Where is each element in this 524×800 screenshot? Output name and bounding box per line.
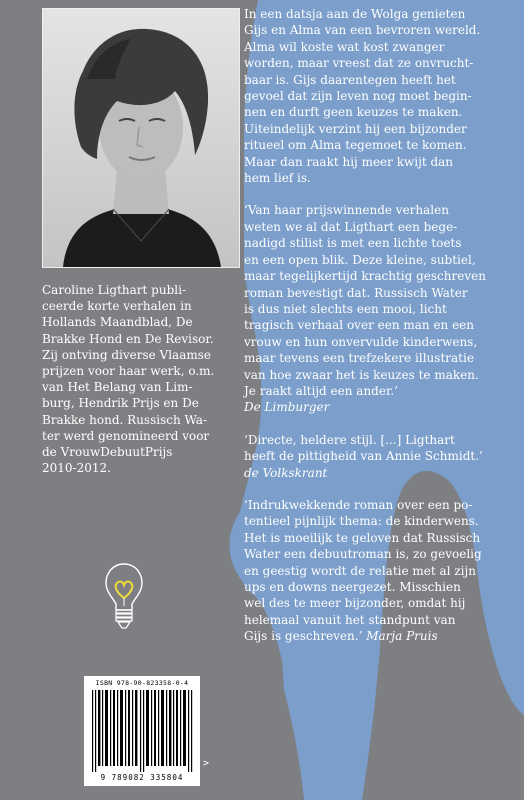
author-portrait-photo <box>42 8 240 268</box>
blurb-line: nen en durft geen keuzes te maken. <box>244 105 463 120</box>
quote-line: tragisch verhaal over een man en een <box>244 318 475 333</box>
quote-line: maar tevens een trefzekere illustratie <box>244 351 474 366</box>
blurb-line: ritueel om Alma tegemoet te komen. <box>244 138 467 153</box>
quote-line: weten we al dat Ligthart een bege- <box>244 219 458 234</box>
quote-line: maar tegelijkertijd krachtig geschreven <box>244 269 486 284</box>
blurb-line: baar is. Gijs daarentegen heeft het <box>244 72 456 87</box>
quote-line: Water een debuutroman is, zo gevoelig <box>244 547 482 562</box>
barcode-bars <box>88 690 196 772</box>
quote-line: helemaal vanuit het standpunt van <box>244 612 456 627</box>
blurb-line: gevoel dat zijn leven nog moet begin- <box>244 89 472 104</box>
blurb-line: Alma wil koste wat kost zwanger <box>244 39 445 54</box>
quote-line: ups en downs neergezet. Misschien <box>244 580 461 594</box>
quote-last-line <box>244 628 506 644</box>
review-quote-pruis <box>244 497 506 645</box>
blurb-line: Maar dan raakt hij meer kwijt dan <box>244 154 454 169</box>
isbn-barcode <box>84 676 200 786</box>
blurb-line: In een datsja aan de Wolga genieten <box>244 7 466 21</box>
blurb-paragraph <box>244 6 506 186</box>
quote-line: heeft de pittigheid van Annie Schmidt.’ <box>244 449 483 464</box>
quote-line: ‘Indrukwekkende roman over een po- <box>244 497 473 512</box>
bio-line: ter werd genomineerd voor <box>42 428 210 443</box>
lightbulb-heart-icon <box>104 562 144 630</box>
quote-line: en een open blik. Deze kleine, subtiel, <box>244 252 476 267</box>
quote-line: nadigd stilist is met een lichte toets <box>244 236 462 251</box>
quote-line: en geestig wordt de relatie met al zijn <box>244 563 476 578</box>
bio-line: van Het Belang van Lim- <box>42 380 193 395</box>
isbn-label: ISBN 978-90-823358-0-4 <box>95 679 189 687</box>
bio-line: Brakke Hond en De Revisor. <box>42 331 214 346</box>
quote-line: tentieel pijnlijk thema: de kinderwens. <box>244 514 479 529</box>
bio-line: Zij ontving diverse Vlaamse <box>42 347 211 362</box>
bio-line: Caroline Ligthart publi- <box>42 283 187 297</box>
review-quote-volkskrant <box>244 432 506 481</box>
bio-line: 2010-2012. <box>42 461 111 476</box>
quote-source: Marja Pruis <box>366 629 438 644</box>
quote-line: wel des te meer bijzonder, omdat hij <box>244 596 466 611</box>
blurb-line: hem lief is. <box>244 171 311 186</box>
quote-line: Je raakt altijd een ander.’ <box>244 383 399 398</box>
bio-line: burg, Hendrik Prijs en De <box>42 396 199 411</box>
quote-line: ‘Van haar prijswinnende verhalen <box>244 203 449 218</box>
bio-line: prijzen voor haar werk, o.m. <box>42 364 215 379</box>
quote-line: Het is moeilijk te geloven dat Russisch <box>244 530 481 545</box>
barcode-end-mark: > <box>203 758 210 769</box>
bio-line: Brakke hond. Russisch Wa- <box>42 412 207 427</box>
review-quote-limburger <box>244 202 506 415</box>
back-cover-text <box>244 6 506 661</box>
quote-line: ‘Directe, heldere stijl. [...] Ligthart <box>244 432 455 447</box>
quote-line: van hoe zwaar het is keuzes te maken. <box>244 367 479 382</box>
blurb-line: worden, maar vreest dat ze onvrucht- <box>244 56 474 71</box>
blurb-line: Uiteindelijk verzint hij een bijzonder <box>244 121 467 136</box>
bio-line: Hollands Maandblad, De <box>42 315 193 330</box>
bio-line: de VrouwDebuutPrijs <box>42 445 173 460</box>
quote-line: roman bevestigt dat. Russisch Water <box>244 285 468 300</box>
quote-line: vrouw en hun onvervulde kinderwens, <box>244 334 478 349</box>
bio-line: ceerde korte verhalen in <box>42 299 192 314</box>
quote-source: de Volkskrant <box>244 465 328 480</box>
ean-digits: 9 789082 335804 <box>100 773 184 782</box>
quote-source: De Limburger <box>244 400 330 415</box>
blurb-line: Gijs en Alma van een bevroren wereld. <box>244 23 481 38</box>
quote-line: Gijs is geschreven.’ <box>244 629 363 644</box>
author-bio <box>42 282 238 476</box>
quote-line: is dus niet slechts een mooi, licht <box>244 301 447 316</box>
